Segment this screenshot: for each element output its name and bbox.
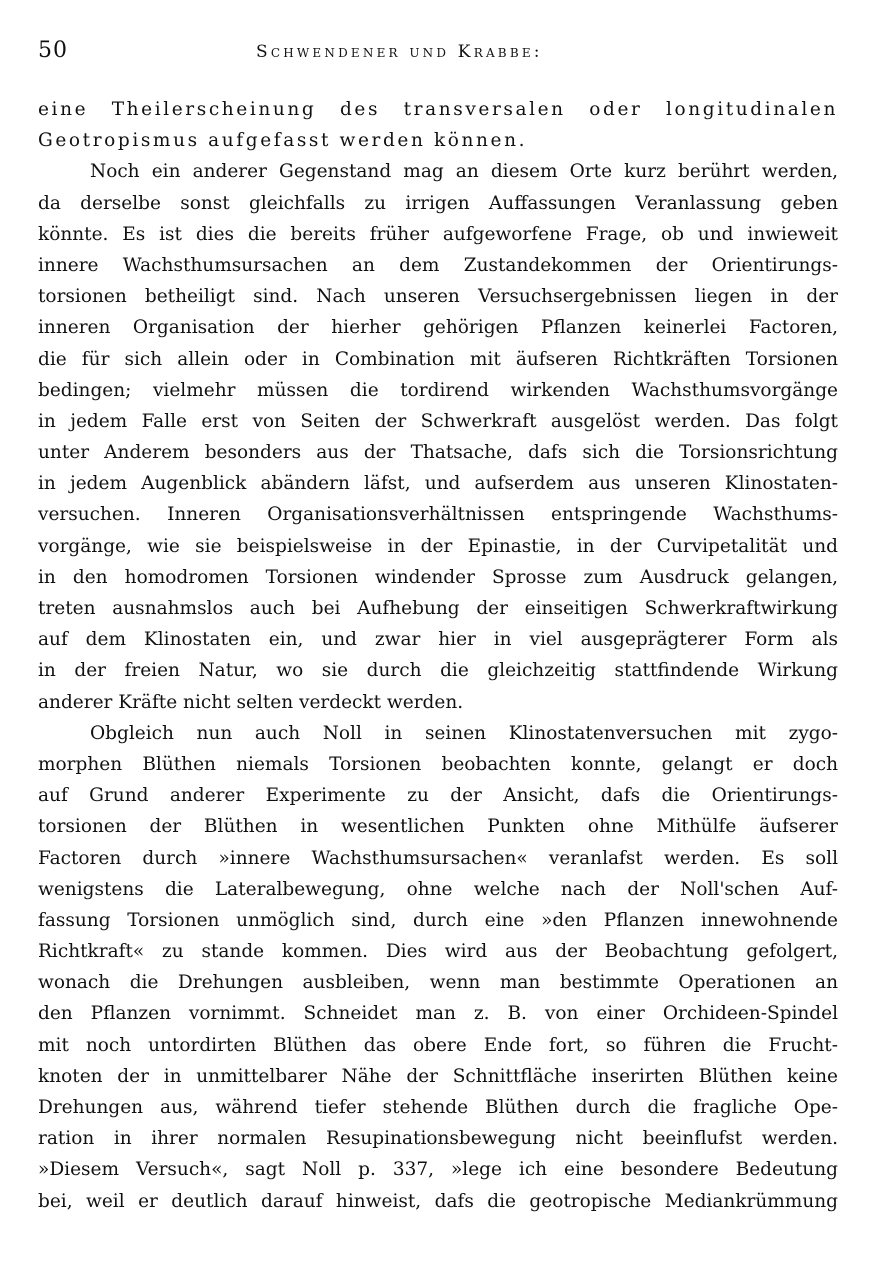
text-line: könnte. Es ist dies die bereits früher aufgeworfene Frage, ob und inwieweit [38, 223, 838, 245]
text-line: torsionen betheiligt sind. Nach unseren Versuchsergebnissen liegen in der [38, 286, 838, 308]
text-line: Factoren durch »innere Wachsthumsursachen« veranlafst werden. Es soll [38, 847, 838, 869]
text-line: wonach die Drehungen ausbleiben, wenn man bestimmte Operationen an [38, 972, 838, 994]
text-line: vorgänge, wie sie beispielsweise in der Epinastie, in der Curvipetalität und [38, 535, 838, 557]
text-line: innere Wachsthumsursachen an dem Zustandekommen der Orientirungs- [38, 254, 838, 276]
text-line: Geotropismus aufgefasst werden können. [38, 130, 528, 152]
text-line: die für sich allein oder in Combination mit äufseren Richtkräften Torsionen [38, 348, 838, 370]
text-line: wenigstens die Lateralbewegung, ohne welche nach der Noll'schen Auf- [38, 878, 838, 900]
text-line: den Pflanzen vornimmt. Schneidet man z. B. von einer Orchideen-Spindel [38, 1003, 838, 1025]
text-line: da derselbe sonst gleichfalls zu irrigen Auffassungen Veranlassung geben [38, 192, 838, 214]
text-line: ration in ihrer normalen Resupinationsbewegung nicht beeinflufst werden. [38, 1128, 838, 1150]
text-line: Drehungen aus, während tiefer stehende Blüthen durch die fragliche Ope- [38, 1097, 838, 1118]
text-line: inneren Organisation der hierher gehörigen Pflanzen keinerlei Factoren, [38, 317, 838, 339]
text-line: bei, weil er deutlich darauf hinweist, dafs die geotropische Mediankrümmung [38, 1190, 838, 1212]
text-line: auf dem Klinostaten ein, und zwar hier in viel ausgeprägterer Form als [38, 629, 838, 651]
text-line: anderer Kräfte nicht selten verdeckt werden. [38, 691, 464, 713]
text-line: »Diesem Versuch«, sagt Noll p. 337, »lege ich eine besondere Bedeutung [38, 1159, 838, 1181]
paragraph-first-line: Noch ein anderer Gegenstand mag an diesem Orte kurz berührt werden, [90, 161, 838, 183]
text-line: fassung Torsionen unmöglich sind, durch eine »den Pflanzen innewohnende [38, 909, 838, 931]
text-line: knoten der in unmittelbarer Nähe der Schnittfläche inserirten Blüthen keine [38, 1065, 838, 1087]
text-line: torsionen der Blüthen in wesentlichen Punkten ohne Mithülfe äufserer [38, 816, 838, 838]
text-line: in jedem Falle erst von Seiten der Schwerkraft ausgelöst werden. Das folgt [38, 410, 838, 432]
text-line: versuchen. Inneren Organisationsverhältnissen entspringende Wachsthums- [38, 504, 838, 526]
text-line: mit noch untordirten Blüthen das obere Ende fort, so führen die Frucht- [38, 1034, 838, 1056]
text-line: bedingen; vielmehr müssen die tordirend wirkenden Wachsthumsvorgänge [38, 379, 838, 401]
text-line: treten ausnahmslos auch bei Aufhebung der einseitigen Schwerkraftwirkung [38, 598, 838, 619]
paragraph-first-line: Obgleich nun auch Noll in seinen Klinostatenversuchen mit zygo- [90, 722, 838, 744]
page-header [38, 38, 838, 72]
text-line: Richtkraft« zu stande kommen. Dies wird aus der Beobachtung gefolgert, [38, 941, 838, 963]
text-line: auf Grund anderer Experimente zu der Ansicht, dafs die Orientirungs- [38, 785, 838, 807]
text-line: in jedem Augenblick abändern läfst, und aufserdem aus unseren Klinostaten- [38, 473, 838, 495]
running-head: Schwendener und Krabbe: [256, 42, 543, 62]
text-line: morphen Blüthen niemals Torsionen beobachten konnte, gelangt er doch [38, 753, 838, 775]
page-number: 50 [38, 38, 68, 63]
text-line: unter Anderem besonders aus der Thatsache, dafs sich die Torsionsrichtung [38, 442, 838, 464]
body-text [38, 94, 838, 1217]
text-line: in der freien Natur, wo sie durch die gleichzeitig stattfindende Wirkung [38, 660, 838, 682]
text-line: eine Theilerscheinung des transversalen oder longitudinalen [38, 99, 838, 120]
text-line: in den homodromen Torsionen windender Sprosse zum Ausdruck gelangen, [38, 566, 838, 588]
